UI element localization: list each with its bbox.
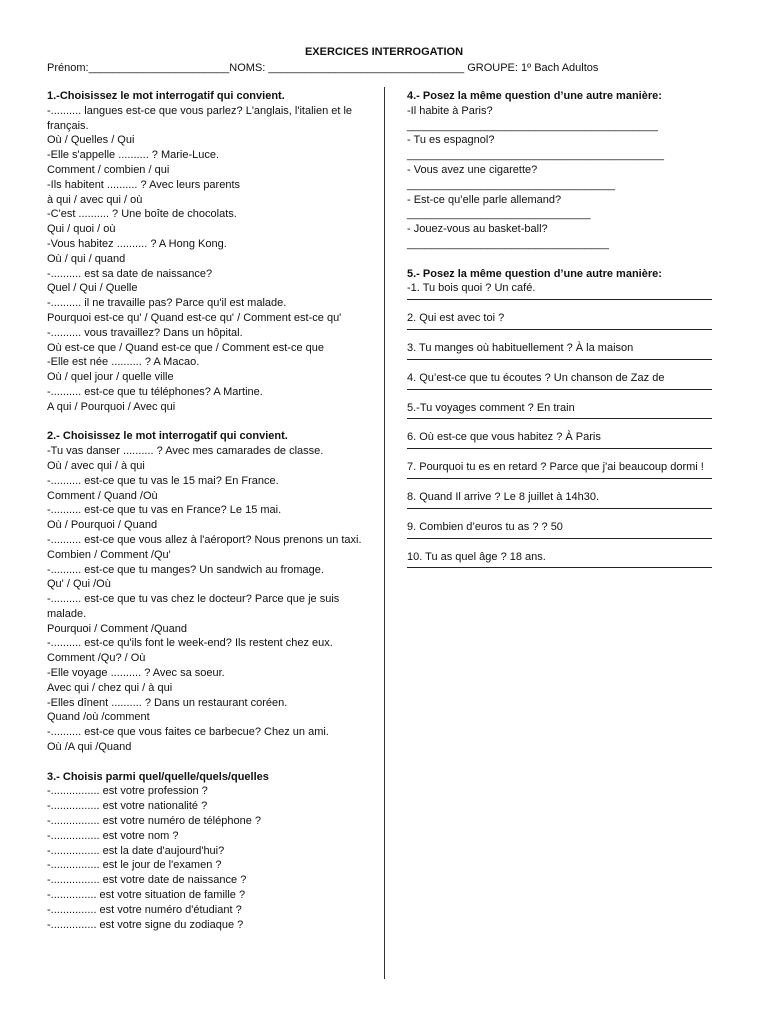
ex1-line: -Vous habitez .......... ? A Hong Kong. [47, 237, 227, 250]
ex3-line: -................ est votre nationalité ? [47, 800, 208, 813]
exercise-4-title: 4.- Posez la même question d’une autre manière: [407, 90, 662, 102]
ex1-line: Où / qui / quand [47, 252, 126, 265]
ex1-line: Quel / Qui / Quelle [47, 282, 138, 295]
right-column [407, 89, 712, 579]
ex1-line: Où / quel jour / quelle ville [47, 371, 174, 384]
ex2-line: Comment /Qu? / Où [47, 652, 146, 665]
ex2-line: Quand /où /comment [47, 711, 150, 724]
ex3-line: -............... est votre numéro d'étudiant ? [47, 903, 242, 916]
ex1-line: -.......... est sa date de naissance? [47, 267, 213, 280]
ex5-item: 9. Combien d’euros tu as ? ? 50 [407, 520, 712, 539]
ex1-line: Comment / combien / qui [47, 163, 170, 176]
ex1-line: -.......... est-ce que tu téléphones? A Martine. [47, 385, 263, 398]
ex5-item: 4. Qu’est-ce que tu écoutes ? Un chanson de Zaz de [407, 371, 712, 390]
ex1-line: -.......... langues est-ce que vous parlez? L'anglais, l'italien et le français. [47, 104, 353, 132]
ex2-line: -.......... est-ce que tu manges? Un sandwich au fromage. [47, 563, 324, 576]
ex1-line: à qui / avec qui / où [47, 193, 143, 206]
ex1-line: Pourquoi est-ce qu' / Quand est-ce qu' / Comment est-ce qu' [47, 311, 342, 324]
ex5-item: 8. Quand Il arrive ? Le 8 juillet à 14h30. [407, 490, 712, 509]
ex3-line: -................ est votre nom ? [47, 829, 179, 842]
ex3-line: -................ est la date d'aujourd'hui? [47, 844, 225, 857]
ex1-line: Où / Quelles / Qui [47, 134, 135, 147]
ex1-line: Qui / quoi / où [47, 223, 116, 236]
ex4-answer-blank: __________________________________ [407, 178, 616, 191]
ex5-item: 2. Qui est avec toi ? [407, 311, 712, 330]
ex2-line: Où / avec qui / à qui [47, 459, 145, 472]
exercise-5-title: 5.- Posez la même question d’une autre manière: [407, 267, 662, 280]
ex4-question: - Est-ce qu’elle parle allemand? [407, 193, 562, 206]
ex5-item: 6. Où est-ce que vous habitez ? À Paris [407, 430, 712, 449]
ex5-item: 3. Tu manges où habituellement ? À la maison [407, 341, 712, 360]
ex2-line: -.......... est-ce que tu vas chez le docteur? Parce que je suis malade. [47, 593, 340, 620]
ex4-answer-blank: _________________________________________ [407, 119, 658, 132]
ex1-line: -Elle s'appelle .......... ? Marie-Luce. [47, 149, 220, 162]
ex1-line: -.......... il ne travaille pas? Parce qu'il est malade. [47, 297, 287, 310]
ex2-line: -Elles dînent .......... ? Dans un restaurant coréen. [47, 696, 288, 709]
ex4-question: - Jouez-vous au basket-ball? [407, 223, 548, 236]
exercise-3-title: 3.- Choisis parmi quel/quelle/quels/quelles [47, 770, 269, 783]
ex2-line: -Elle voyage .......... ? Avec sa soeur. [47, 667, 225, 680]
ex2-line: Pourquoi / Comment /Quand [47, 622, 188, 635]
ex1-line: A qui / Pourquoi / Avec qui [47, 400, 176, 413]
exercise-3-lines [47, 784, 365, 932]
ex1-line: Où est-ce que / Quand est-ce que / Comment est-ce que [47, 341, 324, 354]
column-divider [384, 87, 385, 979]
ex4-question: -Il habite à Paris? [407, 104, 493, 117]
left-column [47, 89, 365, 932]
ex2-line: -.......... est-ce que vous faites ce barbecue? Chez un ami. [47, 726, 329, 739]
ex5-item: 10. Tu as quel âge ? 18 ans. [407, 550, 712, 569]
exercise-2-title: 2.- Choisissez le mot interrogatif qui convient. [47, 430, 288, 443]
exercise-1-title: 1.-Choisissez le mot interrogatif qui convient. [47, 90, 285, 102]
ex3-line: -................ est votre profession ? [47, 785, 208, 798]
ex3-line: -............... est votre signe du zodiaque ? [47, 918, 244, 931]
ex2-line: Où / Pourquoi / Quand [47, 519, 158, 532]
ex5-item: 7. Pourquoi tu es en retard ? Parce que j'ai beaucoup dormi ! [407, 460, 712, 479]
ex2-line: Avec qui / chez qui / à qui [47, 681, 173, 694]
ex2-line: -.......... est-ce qu'ils font le week-end? Ils restent chez eux. [47, 637, 333, 650]
ex4-question: - Tu es espagnol? [407, 134, 495, 147]
exercise-1-lines [47, 104, 365, 415]
ex4-answer-blank: ______________________________ [407, 208, 591, 221]
ex2-line: Combien / Comment /Qu' [47, 548, 171, 561]
ex1-line: -Elle est née .......... ? A Macao. [47, 356, 200, 369]
page-title: EXERCICES INTERROGATION [304, 46, 464, 58]
ex5-item: -1. Tu bois quoi ? Un café. [407, 281, 712, 300]
ex2-line: -.......... est-ce que tu vas en France? Le 15 mai. [47, 504, 282, 517]
ex4-answer-blank: __________________________________________ [407, 149, 664, 162]
ex2-line: -.......... est-ce que tu vas le 15 mai? En France. [47, 474, 279, 487]
ex2-line: -.......... est-ce que vous allez à l'aéroport? Nous prenons un taxi. [47, 533, 362, 546]
ex1-line: -.......... vous travaillez? Dans un hôpital. [47, 326, 243, 339]
ex4-question: - Vous avez une cigarette? [407, 163, 538, 176]
ex5-item: 5.-Tu voyages comment ? En train [407, 401, 712, 420]
exercise-2-lines [47, 444, 365, 755]
ex1-line: -Ils habitent .......... ? Avec leurs parents [47, 178, 241, 191]
ex4-answer-blank: _________________________________ [407, 237, 609, 250]
exercise-5-items [407, 281, 712, 568]
ex2-line: Où /A qui /Quand [47, 741, 132, 754]
ex3-line: -................ est votre date de naissance ? [47, 874, 247, 887]
ex2-line: -Tu vas danser .......... ? Avec mes camarades de classe. [47, 445, 324, 458]
exercise-4-items [407, 104, 712, 252]
ex2-line: Comment / Quand /Où [47, 489, 158, 502]
ex3-line: -................ est le jour de l'examen ? [47, 859, 222, 872]
student-info-line: Prénom:_______________________NOMS: ________________________________ GROUPE: 1º Bach Adultos [47, 62, 599, 74]
ex2-line: Qu' / Qui /Où [47, 578, 111, 591]
ex1-line: -C'est .......... ? Une boîte de chocolats. [47, 208, 237, 221]
ex3-line: -................ est votre numéro de téléphone ? [47, 815, 262, 828]
ex3-line: -............... est votre situation de famille ? [47, 889, 246, 902]
